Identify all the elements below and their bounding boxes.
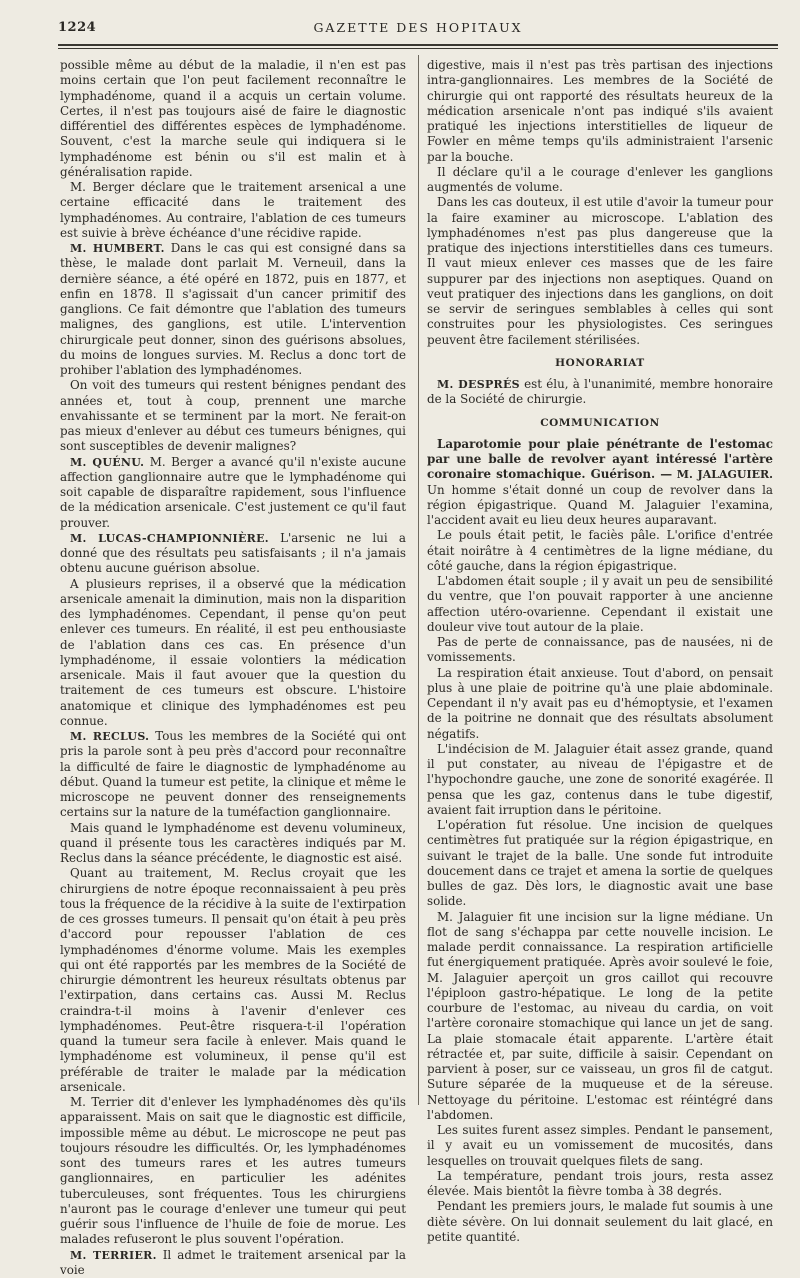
article-author: M. JALAGUIER. [677, 468, 773, 481]
paragraph: L'opération fut résolue. Une incision de quelques centimètres fut pratiquée sur la région épigastrique, en suivant le trajet de la balle. Une sonde fut introduite doucement dans ce trajet et amena la sortie de quelques bulles de gaz. Dès lors, le diagnostic avait une base solide. [427, 818, 773, 910]
paragraph-text: L'arsenic ne lui a donné que des résultats peu satisfaisants ; il n'a jamais obtenu aucune guérison absolue. [60, 531, 406, 576]
paragraph-text: Il admet le traitement arsenical par la voie [60, 1248, 406, 1277]
speaker-name: M. DESPRÉS [437, 378, 520, 391]
paragraph: Pas de perte de connaissance, pas de nausées, ni de vomissements. [427, 635, 773, 666]
article-lead [427, 437, 773, 529]
page-header [58, 20, 778, 40]
paragraph [60, 241, 406, 378]
paragraph [60, 1248, 406, 1278]
speaker-name: M. HUMBERT. [70, 242, 165, 255]
paragraph-text: est élu, à l'unanimité, membre honoraire de la Société de chirurgie. [427, 377, 773, 406]
paragraph: L'abdomen était souple ; il y avait un peu de sensibilité du ventre, que l'on pouvait rapporter à une ancienne affection utéro-ovarienne. Cependant il existait une douleur vive tout autour de la plaie. [427, 574, 773, 635]
journal-title: GAZETTE DES HOPITAUX [58, 20, 778, 35]
paragraph: Quant au traitement, M. Reclus croyait que les chirurgiens de notre époque reconnaissaient à peu près tous la fréquence de la récidive à la suite de l'extirpation de ces grosses tumeurs. Il pensait qu'on était à peu près d'accord pour repousser l'ablation de ces lymphadénomes d'énorme volume. Mais les exemples qui ont été rapportés par les membres de la Société de chirurgie démontrent les heureux résultats obtenus par l'extirpation, dans certains cas. Aussi M. Reclus craindra-t-il moins à l'avenir d'enlever ces lymphadénomes. Peut-être risquera-t-il l'opération quand la tumeur sera facile à enlever. Mais quand le lymphadénome est volumineux, il pense qu'il est préférable de traiter le malade par la médication arsenicale. [60, 866, 406, 1095]
paragraph [60, 531, 406, 577]
paragraph-text: Un homme s'était donné un coup de revolver dans la région épigastrique. Quand M. Jalaguier l'examina, l'accident avait eu lieu deux heures auparavant. [427, 483, 773, 528]
column-divider [418, 55, 419, 1105]
paragraph [60, 729, 406, 821]
speaker-name: M. TERRIER. [70, 1249, 157, 1262]
speaker-name: M. QUÉNU. [70, 456, 144, 469]
paragraph [427, 377, 773, 408]
section-heading-honorariat: HONORARIAT [427, 356, 773, 371]
right-column [427, 58, 773, 1108]
paragraph: On voit des tumeurs qui restent bénignes pendant des années et, tout à coup, prennent une marche envahissante et se terminent par la mort. Ne ferait-on pas mieux d'enlever au début ces tumeurs bénignes, qui sont susceptibles de devenir malignes? [60, 378, 406, 454]
header-rule-thin [58, 48, 778, 49]
paragraph: digestive, mais il n'est pas très partisan des injections intra-ganglionnaires. Les membres de la Société de chirurgie qui ont rapporté des résultats heureux de la médication arsenicale n'ont pas indiqué s'ils avaient pratiqué les injections interstitielles de liqueur de Fowler en même temps qu'ils administraient l'arsenic par la bouche. [427, 58, 773, 165]
paragraph: Dans les cas douteux, il est utile d'avoir la tumeur pour la faire examiner au microscope. L'ablation des lymphadénomes n'est pas plus dangereuse que la pratique des injections interstitielles dans ces tumeurs. Il vaut mieux enlever ces masses que de les faire suppurer par des injections non aseptiques. Quand on veut pratiquer des injections dans les ganglions, on doit se servir de seringues semblables à celles qui sont construites pour les physiologistes. Ces seringues peuvent être facilement stérilisées. [427, 195, 773, 348]
paragraph: A plusieurs reprises, il a observé que la médication arsenicale amenait la diminution, mais non la disparition des lymphadénomes. Cependant, il pense qu'on peut enlever ces tumeurs. En réalité, il est peu enthousiaste de l'ablation dans ces cas. En présence d'un lymphadénome, il essaie volontiers la médication arsenicale. Mais il faut avouer que la question du traitement de ces tumeurs est obscure. L'histoire anatomique et clinique des lymphadénomes est peu connue. [60, 577, 406, 730]
paragraph: M. Jalaguier fit une incision sur la ligne médiane. Un flot de sang s'échappa par cette nouvelle incision. Le malade perdit connaissance. La respiration artificielle fut énergiquement pratiquée. Après avoir soulevé le foie, M. Jalaguier aperçoit un gros caillot qui recouvre l'épiploon gastro-hépatique. Le long de la petite courbure de l'estomac, au niveau du cardia, on voit l'artère coronaire stomachique qui lance un jet de sang. La plaie stomacale était apparente. L'artère était rétractée et, par suite, difficile à saisir. Cependant on parvient à poser, sur ce vaisseau, un gros fil de catgut. Suture séparée de la muqueuse et de la séreuse. Nettoyage du péritoine. L'estomac est réintégré dans l'abdomen. [427, 910, 773, 1124]
left-column [60, 58, 406, 1108]
paragraph: Le pouls était petit, le faciès pâle. L'orifice d'entrée était noirâtre à 4 centimètres de la ligne médiane, du côté gauche, dans la région épigastrique. [427, 528, 773, 574]
paragraph: possible même au début de la maladie, il n'en est pas moins certain que l'on peut facilement reconnaître le lymphadénome, quand il a acquis un certain volume. Certes, il n'est pas toujours aisé de faire le diagnostic différentiel des différentes espèces de lymphadénome. Souvent, c'est la marche seule qui indiquera si le lymphadénome est bénin ou s'il est malin et à généralisation rapide. [60, 58, 406, 180]
paragraph-text: M. Berger a avancé qu'il n'existe aucune affection ganglionnaire autre que le lymphadénome qui soit capable de disparaître rapidement, sous l'influence de la médication arsenicale. C'est justement ce qu'il faut prouver. [60, 455, 406, 530]
paragraph: Il déclare qu'il a le courage d'enlever les ganglions augmentés de volume. [427, 165, 773, 196]
article-title: Laparotomie pour plaie pénétrante de l'estomac par une balle de revolver ayant intéressé l'artère coronaire stomachique. Guérison. — [427, 437, 773, 482]
paragraph-text: Tous les membres de la Société qui ont pris la parole sont à peu près d'accord pour reconnaître la difficulté de faire le diagnostic de lymphadénome au début. Quand la tumeur est petite, la clinique et même le microscope ne peuvent donner des renseignements certains sur la nature de la tuméfaction ganglionnaire. [60, 729, 406, 819]
paragraph: L'indécision de M. Jalaguier était assez grande, quand il put constater, au niveau de l'épigastre et de l'hypochondre gauche, une zone de sonorité exagérée. Il pensa que les gaz, contenus dans le tube digestif, avaient fait irruption dans le péritoine. [427, 742, 773, 818]
paragraph: La température, pendant trois jours, resta assez élevée. Mais bientôt la fièvre tomba à 38 degrés. [427, 1169, 773, 1200]
page-number: 1224 [58, 20, 96, 35]
paragraph: M. Berger déclare que le traitement arsenical a une certaine efficacité dans le traitement des lymphadénomes. Au contraire, l'ablation de ces tumeurs est suivie à brève échéance d'une récidive rapide. [60, 180, 406, 241]
paragraph: M. Terrier dit d'enlever les lymphadénomes dès qu'ils apparaissent. Mais on sait que le diagnostic est difficile, impossible même au début. Le microscope ne peut pas toujours résoudre les difficultés. Or, les lymphadénomes sont des tumeurs rares et les autres tumeurs ganglionnaires, en particulier les adénites tuberculeuses, sont fréquentes. Tous les chirurgiens n'auront pas le courage d'enlever une tumeur qui peut guérir sous l'influence de l'huile de foie de morue. Les malades refuseront le plus souvent l'opération. [60, 1095, 406, 1248]
paragraph: Mais quand le lymphadénome est devenu volumineux, quand il présente tous les caractères indiqués par M. Reclus dans la séance précédente, le diagnostic est aisé. [60, 821, 406, 867]
paragraph-text: Dans le cas qui est consigné dans sa thèse, le malade dont parlait M. Verneuil, dans la dernière séance, a été opéré en 1872, puis en 1877, et enfin en 1878. Il s'agissait d'un cancer primitif des ganglions. Ce fait démontre que l'ablation des tumeurs malignes, des ganglions, est utile. L'intervention chirurgicale peut donner, sinon des guérisons absolues, du moins de longues survies. M. Reclus a donc tort de prohiber l'ablation des lymphadénomes. [60, 241, 406, 377]
speaker-name: M. RECLUS. [70, 730, 149, 743]
paragraph: La respiration était anxieuse. Tout d'abord, on pensait plus à une plaie de poitrine qu'à une plaie abdominale. Cependant il n'y avait pas eu d'hémoptysie, et l'examen de la poitrine ne donnait que des résultats absolument négatifs. [427, 666, 773, 742]
paragraph: Les suites furent assez simples. Pendant le pansement, il y avait eu un vomissement de mucosités, dans lesquelles on trouvait quelques filets de sang. [427, 1123, 773, 1169]
paragraph [60, 455, 406, 531]
paragraph: Pendant les premiers jours, le malade fut soumis à une diète sévère. On lui donnait seulement du lait glacé, en petite quantité. [427, 1199, 773, 1245]
speaker-name: M. LUCAS-CHAMPIONNIÈRE. [70, 532, 269, 545]
section-heading-communication: COMMUNICATION [427, 416, 773, 431]
header-rule-thick [58, 44, 778, 46]
